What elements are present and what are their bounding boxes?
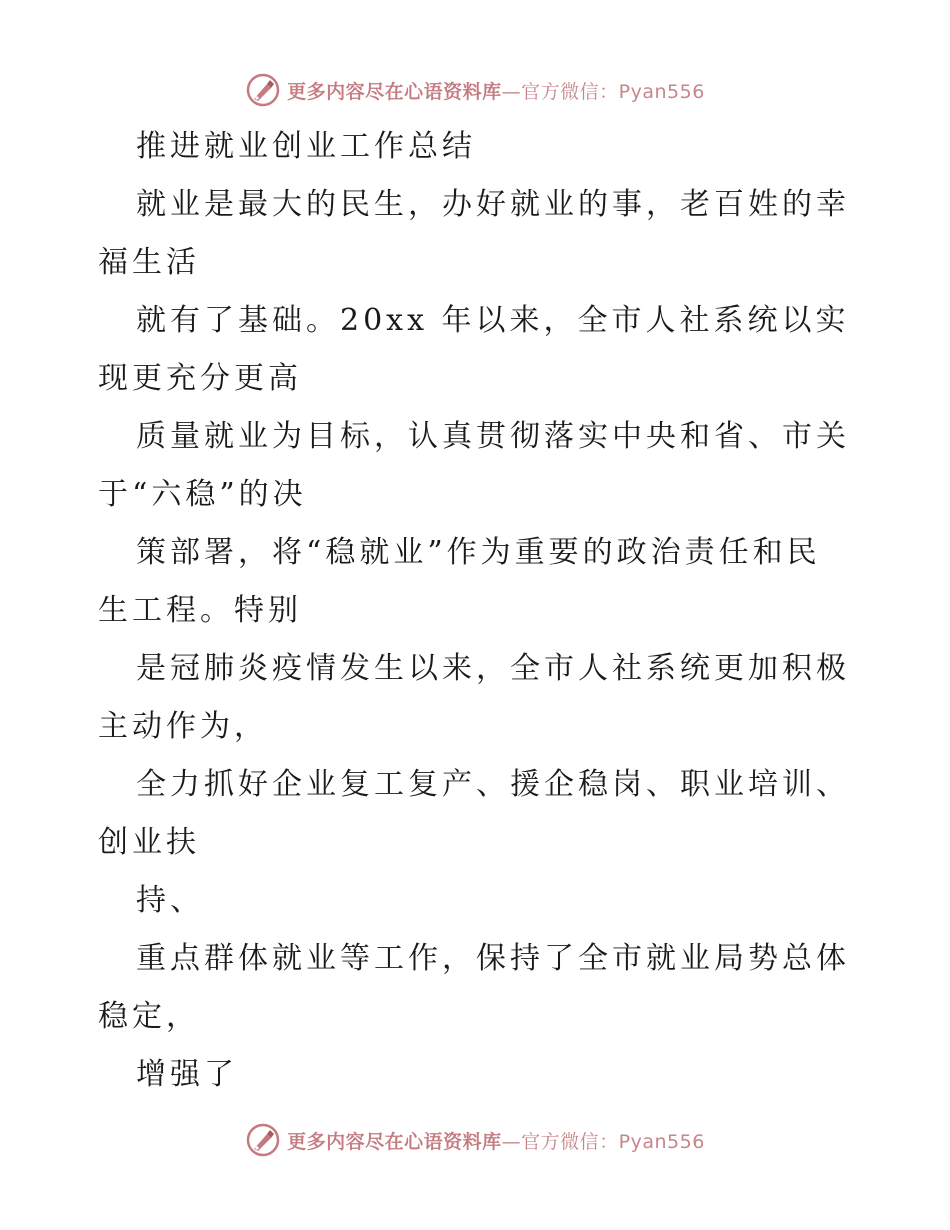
text-line: 推进就业创业工作总结: [136, 129, 476, 164]
footer-banner-text: [287, 1127, 705, 1154]
footer-banner-lead: 更多内容尽在心语资料库: [287, 1130, 502, 1153]
header-banner: [0, 70, 950, 110]
footer-banner-tail: —官方微信：Pyan556: [501, 1130, 705, 1153]
text-line: 主动作为，: [98, 709, 268, 744]
text-line: 就有了基础。20xx 年以来，全市人社系统以实: [136, 303, 850, 338]
header-banner-inner: [245, 72, 705, 108]
footer-banner: [0, 1120, 950, 1160]
header-banner-lead: 更多内容尽在心语资料库: [287, 80, 502, 103]
text-line: 增强了: [136, 1057, 238, 1092]
document-body: [98, 118, 858, 1104]
text-line: 质量就业为目标，认真贯彻落实中央和省、市关: [136, 419, 850, 454]
text-line: 就业是最大的民生，办好就业的事，老百姓的幸: [136, 187, 850, 222]
text-line: 持、: [136, 883, 204, 918]
header-banner-text: [287, 77, 705, 104]
text-line: 于“六稳”的决: [98, 477, 307, 512]
text-line: 创业扶: [98, 825, 200, 860]
text-line: 生工程。特别: [98, 593, 302, 628]
text-line: 是冠肺炎疫情发生以来，全市人社系统更加积极: [136, 651, 850, 686]
text-line: 福生活: [98, 245, 200, 280]
header-banner-tail: —官方微信：Pyan556: [501, 80, 705, 103]
text-line: 稳定，: [98, 999, 200, 1034]
pen-logo-icon: [245, 1122, 281, 1158]
pen-logo-icon: [245, 72, 281, 108]
text-line: 全力抓好企业复工复产、援企稳岗、职业培训、: [136, 767, 850, 802]
text-line: 现更充分更高: [98, 361, 302, 396]
text-line: 策部署，将“稳就业”作为重要的政治责任和民: [136, 535, 821, 570]
footer-banner-inner: [245, 1122, 705, 1158]
text-line: 重点群体就业等工作，保持了全市就业局势总体: [136, 941, 850, 976]
